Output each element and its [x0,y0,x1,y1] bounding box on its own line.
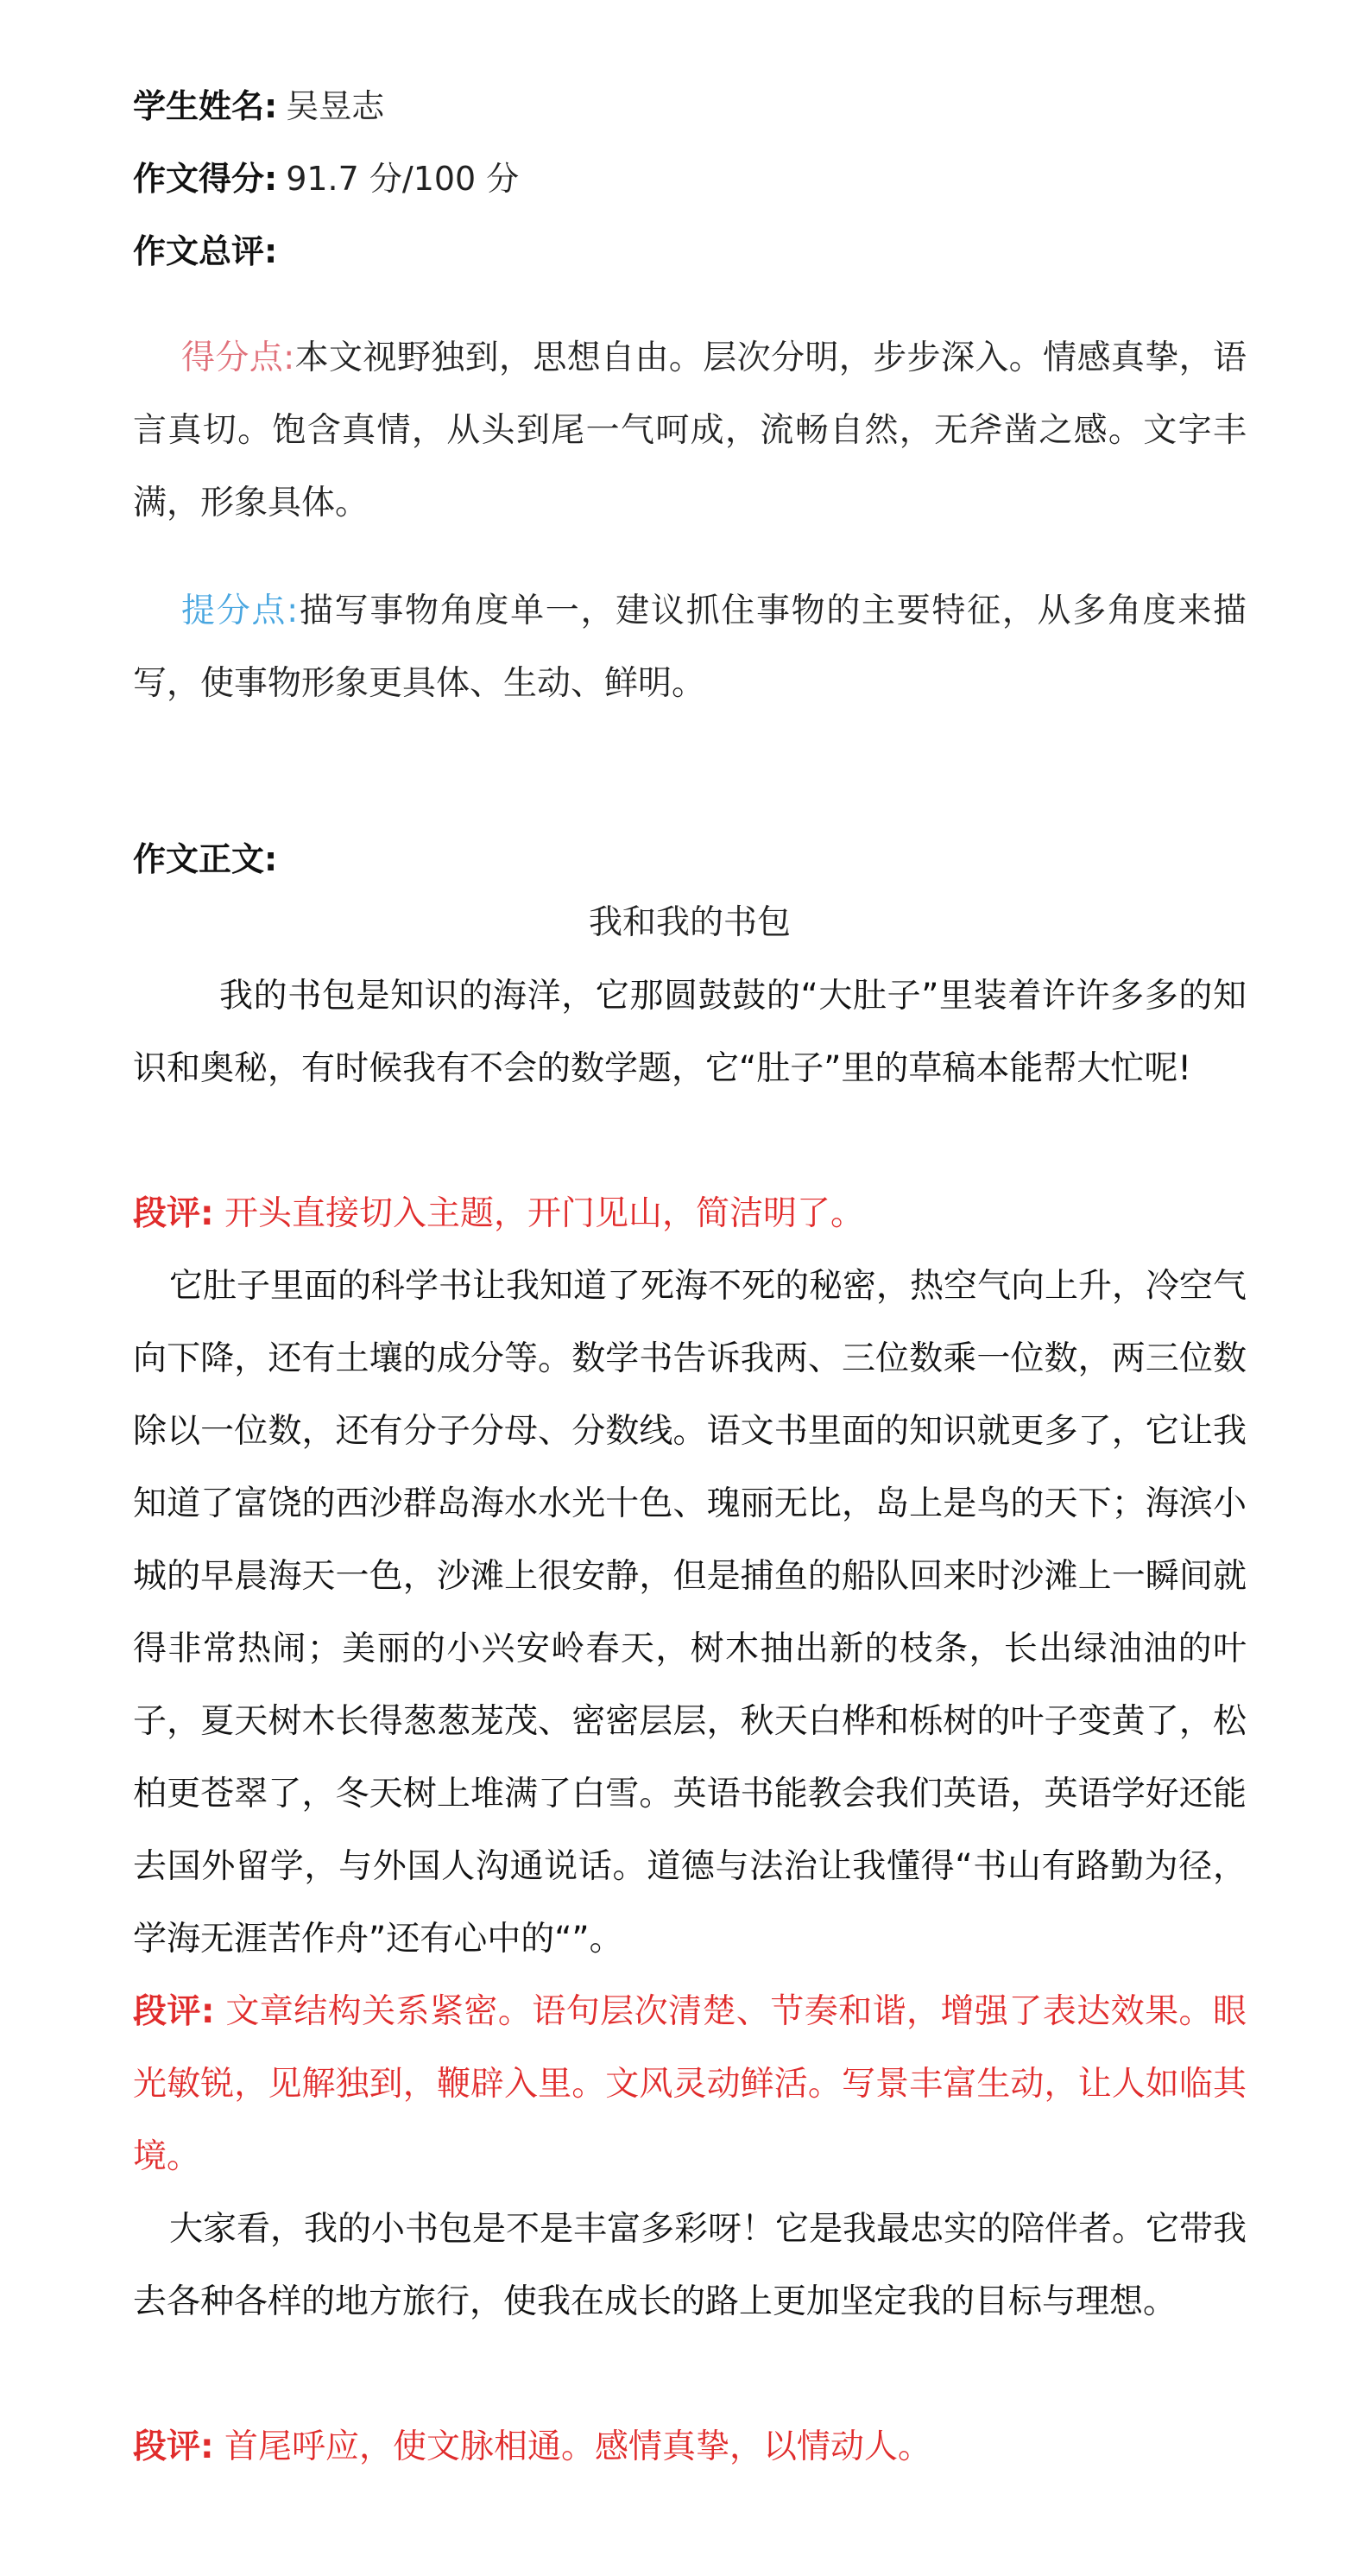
paragraph-review-3 [133,2411,1247,2484]
overall-label-row [133,230,277,273]
essay-body-label: 作文正文: [133,840,278,878]
review-label: 段评: [133,1992,215,2031]
good-tag: 得分点: [181,339,295,377]
student-name-row [133,85,384,128]
essay-paragraph-1: 我的书包是知识的海洋，它那圆鼓鼓的“大肚子”里装着许许多多的知识和奥秘，有时候我有不会的数学题，它“肚子”里的草稿本能帮大忙呢! [133,977,1247,1088]
review-label: 段评: [133,2427,214,2466]
essay-paragraph-3: 大家看，我的小书包是不是丰富多彩呀！它是我最忠实的陪伴者。它带我去各种各样的地方旅行，使我在成长的路上更加坚定我的目标与理想。 [133,2210,1247,2321]
essay-paragraph-2: 它肚子里面的科学书让我知道了死海不死的秘密，热空气向上升，冷空气向下降，还有土壤的成分等。数学书告诉我两、三位数乘一位数，两三位数除以一位数，还有分子分母、分数线。语文书里面的知识就更多了，它让我知道了富饶的西沙群岛海水水光十色、瑰丽无比，岛上是鸟的天下；海滨小城的早晨海天一色，沙滩上很安静，但是捕鱼的船队回来时沙滩上一瞬间就得非常热闹；美丽的小兴安岭春天，树木抽出新的枝条，长出绿油油的叶子，夏天树木长得葱葱茏茂、密密层层，秋天白桦和栎树的叶子变黄了，松柏更苍翠了，冬天树上堆满了白雪。英语书能教会我们英语，英语学好还能去国外留学，与外国人沟通说话。道德与法治让我懂得“书山有路勤为径，学海无涯苦作舟”还有心中的“”。 [133,1267,1247,1959]
good-text: 本文视野独到，思想自由。层次分明，步步深入。情感真挚，语言真切。饱含真情，从头到尾一气呵成，流畅自然，无斧凿之感。文字丰满，形象具体。 [133,339,1247,522]
improve-text: 描写事物角度单一，建议抓住事物的主要特征，从多角度来描写，使事物形象更具体、生动、鲜明。 [133,592,1247,703]
student-name: 吴昱志 [286,87,385,125]
review-text: 开头直接切入主题，开门见山，简洁明了。 [224,1194,865,1233]
review-text: 首尾呼应，使文脉相通。感情真挚，以情动人。 [224,2427,932,2466]
overall-good-comment [133,322,1247,540]
improve-tag: 提分点: [181,592,299,630]
score-row [133,157,519,200]
student-name-label: 学生姓名: [133,87,278,125]
paragraph-review-1 [133,1178,1247,1250]
overall-label: 作文总评: [133,232,278,270]
overall-improve-comment [133,575,1247,720]
essay-title: 我和我的书包 [588,903,791,942]
paragraph-review-2 [133,1976,1247,2193]
review-label: 段评: [133,1194,214,1233]
score-label: 作文得分: [133,160,278,198]
review-text: 文章结构关系紧密。语句层次清楚、节奏和谐，增强了表达效果。眼光敏锐，见解独到，鞭辟入里。文风灵动鲜活。写景丰富生动，让人如临其境。 [133,1992,1247,2176]
score-value: 91.7 分/100 分 [286,160,520,198]
